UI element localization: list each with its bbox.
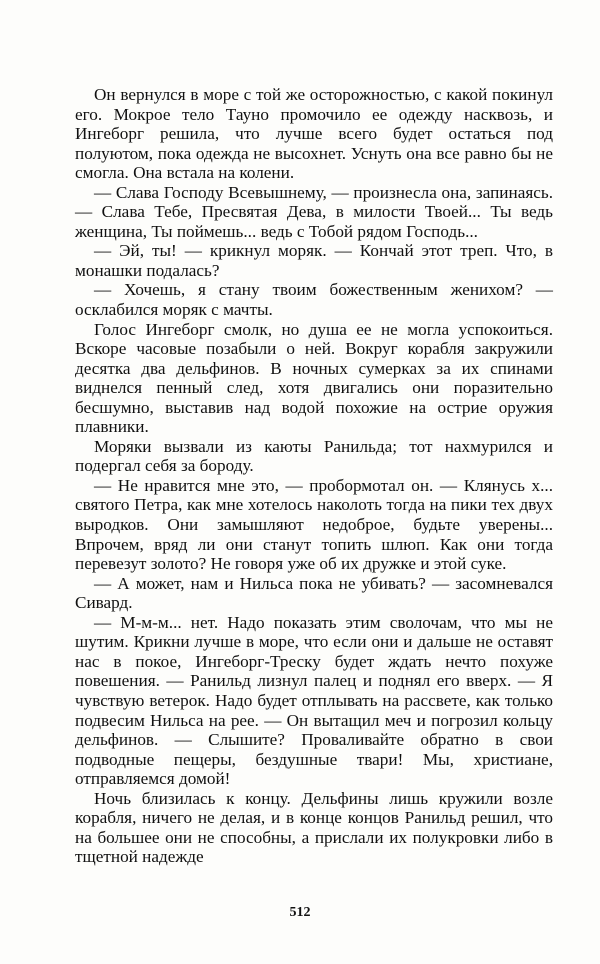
paragraph: — М-м-м... нет. Надо показать этим сволочам, что мы не шутим. Крикни лучше в море, что если они и дальше не оставят нас в покое, Ингеборг-Треску будет ждать нечто похуже повешения. — Ранильд лизнул палец и поднял его вверх. — Я чувствую ветерок. Надо будет отплывать на рассвете, как только подвесим Нильса на рее. — Он вытащил меч и погрозил кольцу дельфинов. — Слышите? Проваливайте обратно в свои подводные пещеры, бездушные твари! Мы, христиане, отправляемся домой! (75, 612, 553, 789)
paragraph: — Хочешь, я стану твоим божественным женихом? — осклабился моряк с мачты. (75, 280, 553, 320)
paragraph: Он вернулся в море с той же осторожностью, с какой покинул его. Мокрое тело Тауно промочило ее одежду насквозь, и Ингеборг решила, что лучше всего будет остаться под полуютом, пока одежда не высохнет. Уснуть она все равно бы не смогла. Она встала на колени. (75, 85, 553, 183)
paragraph: — Эй, ты! — крикнул моряк. — Кончай этот треп. Что, в монашки подалась? (75, 241, 553, 280)
paragraph: Ночь близилась к концу. Дельфины лишь кружили возле корабля, ничего не делая, и в конце концов Ранильд решил, что на большее они не способны, а прислали их полукровки либо в тщетной надежде (75, 788, 553, 867)
body-text (75, 85, 553, 867)
paragraph: — Слава Господу Всевышнему, — произнесла она, запинаясь. — Слава Тебе, Пресвятая Дева, в милости Твоей... Ты ведь женщина, Ты поймешь... ведь с Тобой рядом Господь... (75, 182, 553, 241)
paragraph: Моряки вызвали из каюты Ранильда; тот нахмурился и подергал себя за бороду. (75, 436, 553, 476)
paragraph: — Не нравится мне это, — пробормотал он. — Клянусь х... святого Петра, как мне хотелось наколоть тогда на пики тех двух выродков. Они замышляют недоброе, будьте уверены... Впрочем, вряд ли они станут топить шлюп. Как они тогда перевезут золото? Не говоря уже об их дружке и этой суке. (75, 475, 553, 574)
page-number: 512 (289, 905, 311, 920)
paragraph: — А может, нам и Нильса пока не убивать? — засомневался Сивард. (75, 573, 553, 613)
paragraph: Голос Ингеборг смолк, но душа ее не могла успокоиться. Вскоре часовые позабыли о ней. Вокруг корабля закружили десятка два дельфинов. В ночных сумерках за их спинами виднелся пенный след, хотя двигались они поразительно бесшумно, выставив над водой похожие на острие оружия плавники. (75, 319, 553, 437)
